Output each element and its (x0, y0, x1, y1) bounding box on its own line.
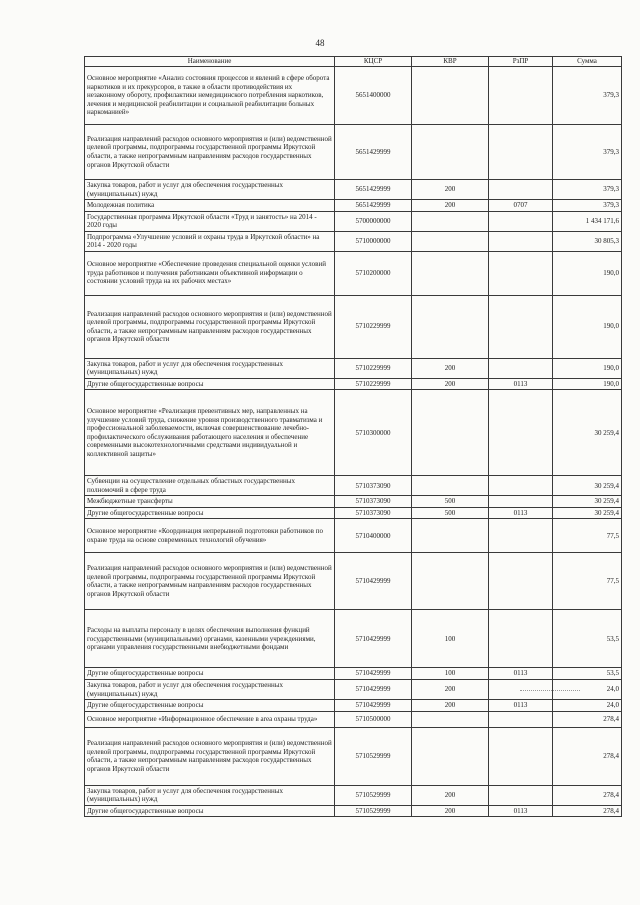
page-number: 48 (315, 38, 325, 48)
cell-kvr: 100 (412, 668, 489, 680)
cell-sum: 379,3 (553, 125, 622, 180)
cell-name: Закупка товаров, работ и услуг для обеспечения государственных (муниципальных) нужд (85, 180, 335, 200)
cell-kcsr: 5710429999 (335, 610, 412, 668)
cell-sum: 77,5 (553, 553, 622, 610)
cell-kvr (412, 519, 489, 553)
cell-rzpr (489, 231, 553, 251)
table-row (85, 496, 622, 508)
table-row (85, 295, 622, 358)
cell-kvr (412, 727, 489, 785)
cell-name: Основное мероприятие «Информационное обеспечение в area охраны труда» (85, 711, 335, 727)
cell-kvr (412, 295, 489, 358)
cell-kcsr: 5710229999 (335, 295, 412, 358)
cell-kvr: 200 (412, 358, 489, 378)
cell-kvr (412, 711, 489, 727)
cell-name: Молодежная политика (85, 200, 335, 212)
cell-rzpr (489, 785, 553, 805)
cell-kcsr: 5710529999 (335, 805, 412, 817)
cell-name: Межбюджетные трансферты (85, 496, 335, 508)
header-kvr: КВР (412, 57, 489, 67)
cell-kcsr: 5710500000 (335, 711, 412, 727)
table-row (85, 251, 622, 295)
cell-name: Субвенции на осуществление отдельных областных государственных полномочий в сфере труда (85, 476, 335, 496)
cell-name: Другие общегосударственные вопросы (85, 378, 335, 390)
cell-kcsr: 5710400000 (335, 519, 412, 553)
header-rzpr: РзПР (489, 57, 553, 67)
cell-kvr (412, 251, 489, 295)
cell-name: Реализация направлений расходов основного мероприятия и (или) ведомственной целевой программы, подпрограммы государственной программы Иркутской области, а также непрограммным направлениям расходов государственных органов Иркутской области (85, 727, 335, 785)
table-row (85, 711, 622, 727)
cell-kcsr: 5651429999 (335, 200, 412, 212)
table-row (85, 700, 622, 712)
cell-kvr (412, 390, 489, 476)
cell-sum: 379,3 (553, 180, 622, 200)
cell-name: Реализация направлений расходов основного мероприятия и (или) ведомственной целевой программы, подпрограммы государственной программы Иркутской области, а также непрограммным направлениям расходов государственных органов Иркутской области (85, 553, 335, 610)
cell-sum: 278,4 (553, 805, 622, 817)
cell-rzpr (489, 180, 553, 200)
cell-sum: 190,0 (553, 358, 622, 378)
cell-kcsr: 5710373090 (335, 507, 412, 519)
cell-rzpr: 0113 (489, 805, 553, 817)
cell-sum: 278,4 (553, 727, 622, 785)
cell-name: Реализация направлений расходов основного мероприятия и (или) ведомственной целевой программы, подпрограммы государственной программы Иркутской области, а также непрограммным направлениям расходов государственных органов Иркутской области (85, 125, 335, 180)
cell-sum: 190,0 (553, 378, 622, 390)
header-sum: Сумма (553, 57, 622, 67)
cell-name: Другие общегосударственные вопросы (85, 805, 335, 817)
table-row (85, 67, 622, 125)
cell-kvr (412, 67, 489, 125)
cell-kcsr: 5700000000 (335, 211, 412, 231)
cell-sum: 77,5 (553, 519, 622, 553)
cell-sum: 30 259,4 (553, 507, 622, 519)
cell-rzpr: 0113 (489, 378, 553, 390)
table-row (85, 805, 622, 817)
table-row (85, 231, 622, 251)
cell-name: Другие общегосударственные вопросы (85, 668, 335, 680)
cell-sum: 379,3 (553, 200, 622, 212)
cell-kvr: 200 (412, 700, 489, 712)
cell-kcsr: 5710429999 (335, 553, 412, 610)
cell-rzpr (489, 519, 553, 553)
header-kcsr: КЦСР (335, 57, 412, 67)
cell-sum: 30 259,4 (553, 496, 622, 508)
cell-kvr: 200 (412, 180, 489, 200)
cell-rzpr: 0113 (489, 700, 553, 712)
table-row (85, 668, 622, 680)
cell-rzpr (489, 553, 553, 610)
cell-name: Подпрограмма «Улучшение условий и охраны труда в Иркутской области» на 2014 - 2020 годы (85, 231, 335, 251)
cell-kvr: 200 (412, 805, 489, 817)
table-row (85, 390, 622, 476)
cell-name: Закупка товаров, работ и услуг для обеспечения государственных (муниципальных) нужд (85, 358, 335, 378)
cell-name: Основное мероприятие «Обеспечение проведения специальной оценки условий труда работников и получения работниками объективной информации о состоянии условий труда на их рабочих местах» (85, 251, 335, 295)
cell-kcsr: 5710429999 (335, 679, 412, 699)
cell-rzpr (489, 67, 553, 125)
cell-rzpr (489, 211, 553, 231)
cell-kcsr: 5710229999 (335, 378, 412, 390)
cell-kcsr: 5710000000 (335, 231, 412, 251)
cell-rzpr: 0707 (489, 200, 553, 212)
cell-kvr (412, 553, 489, 610)
budget-table (84, 56, 622, 817)
cell-sum: 30 805,3 (553, 231, 622, 251)
cell-kcsr: 5710429999 (335, 700, 412, 712)
cell-name: Государственная программа Иркутской области «Труд и занятость» на 2014 - 2020 годы (85, 211, 335, 231)
cell-kvr (412, 125, 489, 180)
cell-name: Расходы на выплаты персоналу в целях обеспечения выполнения функций государственными (муниципальными) органами, казенными учреждениями, органами управления государственными внебюджетными фондами (85, 610, 335, 668)
table-row (85, 553, 622, 610)
table-row (85, 180, 622, 200)
cell-rzpr (489, 358, 553, 378)
cell-name: Закупка товаров, работ и услуг для обеспечения государственных (муниципальных) нужд (85, 785, 335, 805)
table-row (85, 358, 622, 378)
cell-sum: 190,0 (553, 295, 622, 358)
cell-sum: 24,0 (553, 679, 622, 699)
cell-rzpr (489, 711, 553, 727)
cell-sum: 53,5 (553, 610, 622, 668)
cell-rzpr (489, 251, 553, 295)
cell-sum: 30 259,4 (553, 390, 622, 476)
cell-kvr: 200 (412, 785, 489, 805)
cell-rzpr (489, 610, 553, 668)
cell-name: Реализация направлений расходов основного мероприятия и (или) ведомственной целевой программы, подпрограммы государственной программы Иркутской области, а также непрограммным направлениям расходов государственных органов Иркутской области (85, 295, 335, 358)
cell-sum: 379,3 (553, 67, 622, 125)
table-row (85, 507, 622, 519)
cell-sum: 278,4 (553, 711, 622, 727)
table-row (85, 125, 622, 180)
cell-rzpr (489, 295, 553, 358)
cell-kcsr: 5710229999 (335, 358, 412, 378)
cell-rzpr: 0113 (489, 668, 553, 680)
cell-rzpr (489, 476, 553, 496)
cell-rzpr (489, 727, 553, 785)
table-header-row (85, 57, 622, 67)
cell-kcsr: 5710373090 (335, 496, 412, 508)
cell-kvr: 100 (412, 610, 489, 668)
cell-name: Основное мероприятие «Координация непрерывной подготовки работников по охране труда на основе современных технологий обучения» (85, 519, 335, 553)
table-row (85, 519, 622, 553)
cell-name: Основное мероприятие «Реализация превентивных мер, направленных на улучшение условий труда, снижение уровня производственного травматизма и профессиональной заболеваемости, включая совершенствование лечебно-профилактического обслуживания работающего населения и обеспечение современными высокотехнологичными средствами индивидуальной и коллективной защиты» (85, 390, 335, 476)
cell-rzpr (489, 496, 553, 508)
header-name: Наименование (85, 57, 335, 67)
cell-rzpr: 0113 (489, 507, 553, 519)
cell-kvr (412, 211, 489, 231)
cell-name: Другие общегосударственные вопросы (85, 507, 335, 519)
cell-name: Закупка товаров, работ и услуг для обеспечения государственных (муниципальных) нужд (85, 679, 335, 699)
cell-sum: 53,5 (553, 668, 622, 680)
cell-kcsr: 5710200000 (335, 251, 412, 295)
table-row (85, 378, 622, 390)
cell-sum: 278,4 (553, 785, 622, 805)
cell-sum: 24,0 (553, 700, 622, 712)
cell-name: Основное мероприятие «Анализ состояния процессов и явлений в сфере оборота наркотиков и их прекурсоров, в также в области противодействия их незаконному обороту, профилактики немедицинского потребления наркотиков, лечения и медицинской реабилитации и социальной реабилитации больных наркоманией» (85, 67, 335, 125)
cell-sum: 30 259,4 (553, 476, 622, 496)
dotted-mark (520, 690, 580, 691)
cell-kcsr: 5651429999 (335, 180, 412, 200)
cell-kcsr: 5710429999 (335, 668, 412, 680)
cell-kcsr: 5710529999 (335, 785, 412, 805)
table-row (85, 785, 622, 805)
table-row (85, 200, 622, 212)
table-row (85, 727, 622, 785)
cell-kcsr: 5651400000 (335, 67, 412, 125)
cell-kcsr: 5710529999 (335, 727, 412, 785)
cell-kvr: 200 (412, 378, 489, 390)
cell-sum: 190,0 (553, 251, 622, 295)
cell-kvr (412, 476, 489, 496)
cell-kcsr: 5710300000 (335, 390, 412, 476)
cell-kvr: 200 (412, 679, 489, 699)
cell-kvr: 200 (412, 200, 489, 212)
cell-kvr (412, 231, 489, 251)
cell-name: Другие общегосударственные вопросы (85, 700, 335, 712)
table-row (85, 476, 622, 496)
table-row (85, 610, 622, 668)
cell-rzpr (489, 390, 553, 476)
cell-kvr: 500 (412, 496, 489, 508)
cell-sum: 1 434 171,6 (553, 211, 622, 231)
cell-kcsr: 5651429999 (335, 125, 412, 180)
cell-kcsr: 5710373090 (335, 476, 412, 496)
cell-kvr: 500 (412, 507, 489, 519)
cell-rzpr (489, 125, 553, 180)
table-row (85, 211, 622, 231)
